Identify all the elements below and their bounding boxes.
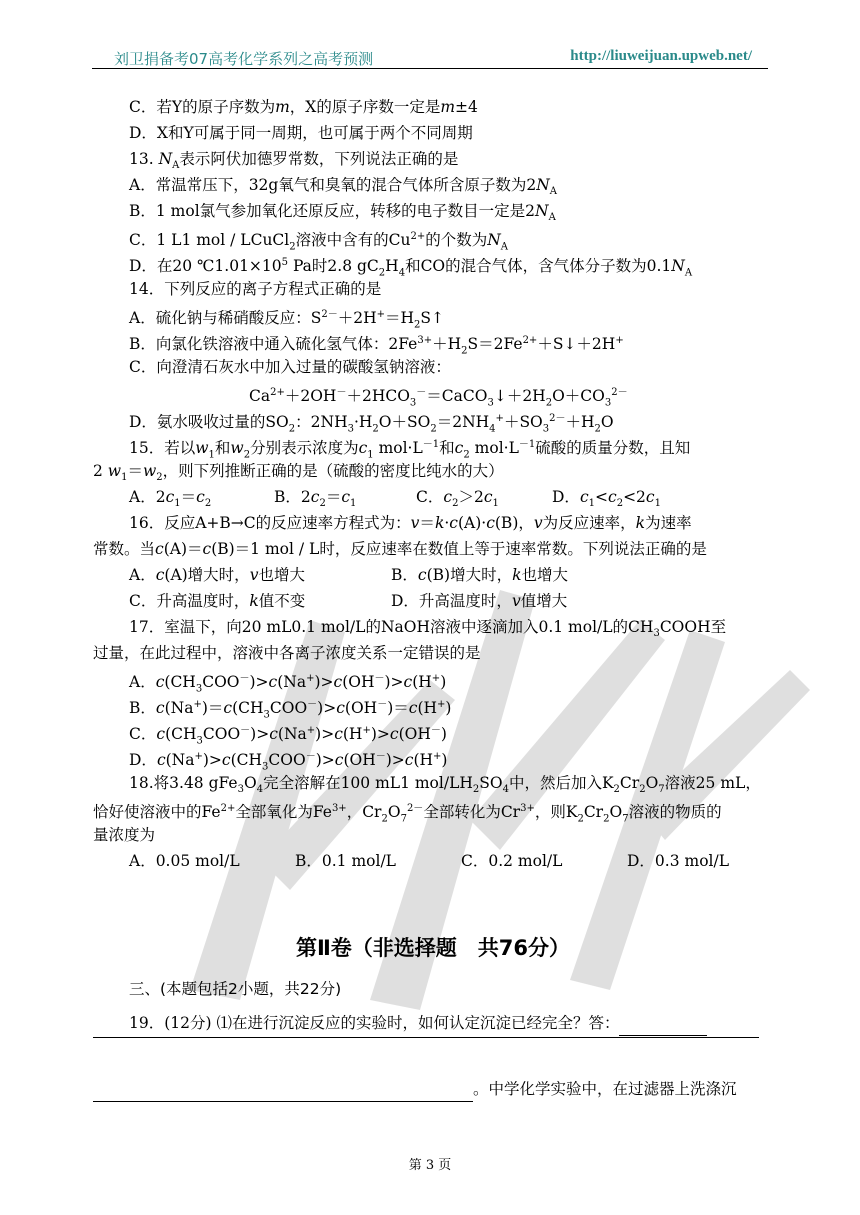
q16-option-c: C．升高温度时，k值不变 [129,592,306,610]
q18-stem: 18.将3.48 $gFe_3O_4$完全溶解在100 mL1 mol/$LH_2SO_4$中，然后加入$K_2Cr_2O_7$溶液25 mL， [129,774,761,796]
q13-option-d: D．在20 $℃1.01\times 10^5$ Pa时2.8 $gC_2H_4$和CO的混合气体，含气体分子数为$0.1N_A$ [129,257,693,279]
q13-stem: 13. $N_A$表示阿伏加德罗常数，下列说法正确的是 [129,150,459,172]
answer-line-1[interactable] [93,1036,759,1038]
q15-stem: 15．若以$w_1$和$w_2$分别表示浓度为$c_1$ $mol\cdot L^{-1}$和$c_2$ $mol\cdot L^{-1}$硫酸的质量分数，且知 [129,439,691,461]
q16-options-row2 [129,588,567,614]
q19-tail-text: 。中学化学实验中，在过滤器上洗涤沉 [473,1080,737,1098]
q17-option-b: B．$c(Na^+)=c(CH_3COO^-)>c(OH^-)=c(H^+)$ [129,699,452,721]
q15-options [129,484,661,510]
section-title: 第Ⅱ卷（非选择题 共76分） [295,936,571,960]
q16-stem-cont: 常数。当c(A)＝c(B)＝1 mol / L时，反应速率在数值上等于速率常数。下列说法正确的是 [93,540,707,558]
q19-answer-blank[interactable] [619,1017,707,1036]
header-url[interactable]: http://liuweijuan.upweb.net/ [570,48,752,64]
q18-option-c: C．0.2 mol/L [461,852,563,870]
q16-stem: 16．反应A+B→C的反应速率方程式为：v＝k·c(A)·c(B)，v为反应速率，k为速率 [129,514,692,532]
q19-stem [129,1010,707,1036]
q13-option-b: B．1 mol氯气参加氧化还原反应，转移的电子数目一定是$2N_A$ [129,202,556,224]
q12-option-d: D．X和Y可属于同一周期，也可属于两个不同周期 [129,124,473,142]
q18-stem-cont: 恰好使溶液中的$Fe^{2+}$全部氧化为$Fe^{3+}$，$Cr_2O_7^{2-}$全部转化为$Cr^{3+}$，则$K_2Cr_2O_7$溶液的物质的 [93,803,722,825]
q17-stem-cont: 过量，在此过程中，溶液中各离子浓度关系一定错误的是 [93,644,481,662]
q17-option-a: A．$c(CH_3COO^-)>c(Na^+)>c(OH^-)>c(H^+)$ [129,673,447,695]
q16-option-d: D．升高温度时，v值增大 [391,592,568,610]
q15-option-d: D．$c_1<c_2<2c_1$ [552,488,661,510]
q12-option-c: C．若Y的原子序数为m，X的原子序数一定是m±4 [129,98,478,116]
q16-options-row1 [129,562,568,588]
q18-option-a: A．0.05 mol/L [129,852,240,870]
header-title: 刘卫捐备考07高考化学系列之高考预测 [114,50,374,68]
q13-option-c: C．1 L1 mol / LCuCl$_2$溶液中含有的$Cu^{2+}$的个数为$N_A$ [129,231,509,253]
q19-line-3 [93,1076,737,1102]
q15-option-a: A．$2c_1=c_2$ [129,488,212,510]
page-header [92,44,768,69]
q13-option-a: A．常温常压下，32g氧气和臭氧的混合气体所含原子数为$2N_A$ [129,176,557,198]
q16-option-a: A．c(A)增大时，v也增大 [129,566,305,584]
q18-stem-end: 量浓度为 [93,826,156,844]
q16-option-b: B．c(B)增大时，k也增大 [391,566,568,584]
q18-option-d: D．0.3 mol/L [627,852,730,870]
section-3-heading: 三、(本题包括2小题，共22分) [129,980,342,998]
q17-option-d: D．$c(Na^+)>c(CH_3COO^-)>c(OH^-)>c(H^+)$ [129,751,448,773]
answer-line-2[interactable] [93,1083,473,1102]
q14-stem: 14．下列反应的离子方程式正确的是 [129,280,382,298]
q18-options [129,848,729,874]
q15-stem-cont: 2 $w_1=w_2$，则下列推断正确的是（硫酸的密度比纯水的大） [93,462,504,484]
q19-text: 19．(12分) ⑴在进行沉淀反应的实验时，如何认定沉淀已经完全？答： [129,1014,620,1032]
q14-option-c-equation: $Ca^{2+}+2OH^-+2HCO_3^-=CaCO_3↓+2H_2O+CO_3^{2-}$ [249,387,628,409]
page-footer: 第 3 页 [408,1158,452,1173]
q14-option-c: C．向澄清石灰水中加入过量的碳酸氢钠溶液： [129,358,451,376]
q14-option-a: A．硫化钠与稀硝酸反应：$S^{2-}+2H^+=H_2S↑$ [129,309,444,331]
q18-option-b: B．0.1 mol/L [295,852,396,870]
q14-option-b: B．向氯化铁溶液中通入硫化氢气体：$2Fe^{3+}+H_2S=2Fe^{2+}+S↓+2H^+$ [129,335,624,357]
q14-option-d: D．氨水吸收过量的$SO_2$：$2NH_3\cdot H_2O+SO_2=2NH_4^++SO_3^{2-}+H_2O$ [129,413,614,435]
q17-stem: 17．室温下，向20 mL0.1 mol/L的NaOH溶液中逐滴加入0.1 mol/L的$CH_3COOH$至 [129,618,727,640]
q17-option-c: C．$c(CH_3COO^-)>c(Na^+)>c(H^+)>c(OH^-)$ [129,725,447,747]
q15-option-b: B．$2c_2=c_1$ [274,488,357,510]
q15-option-c: C．$c_2>2c_1$ [416,488,499,510]
